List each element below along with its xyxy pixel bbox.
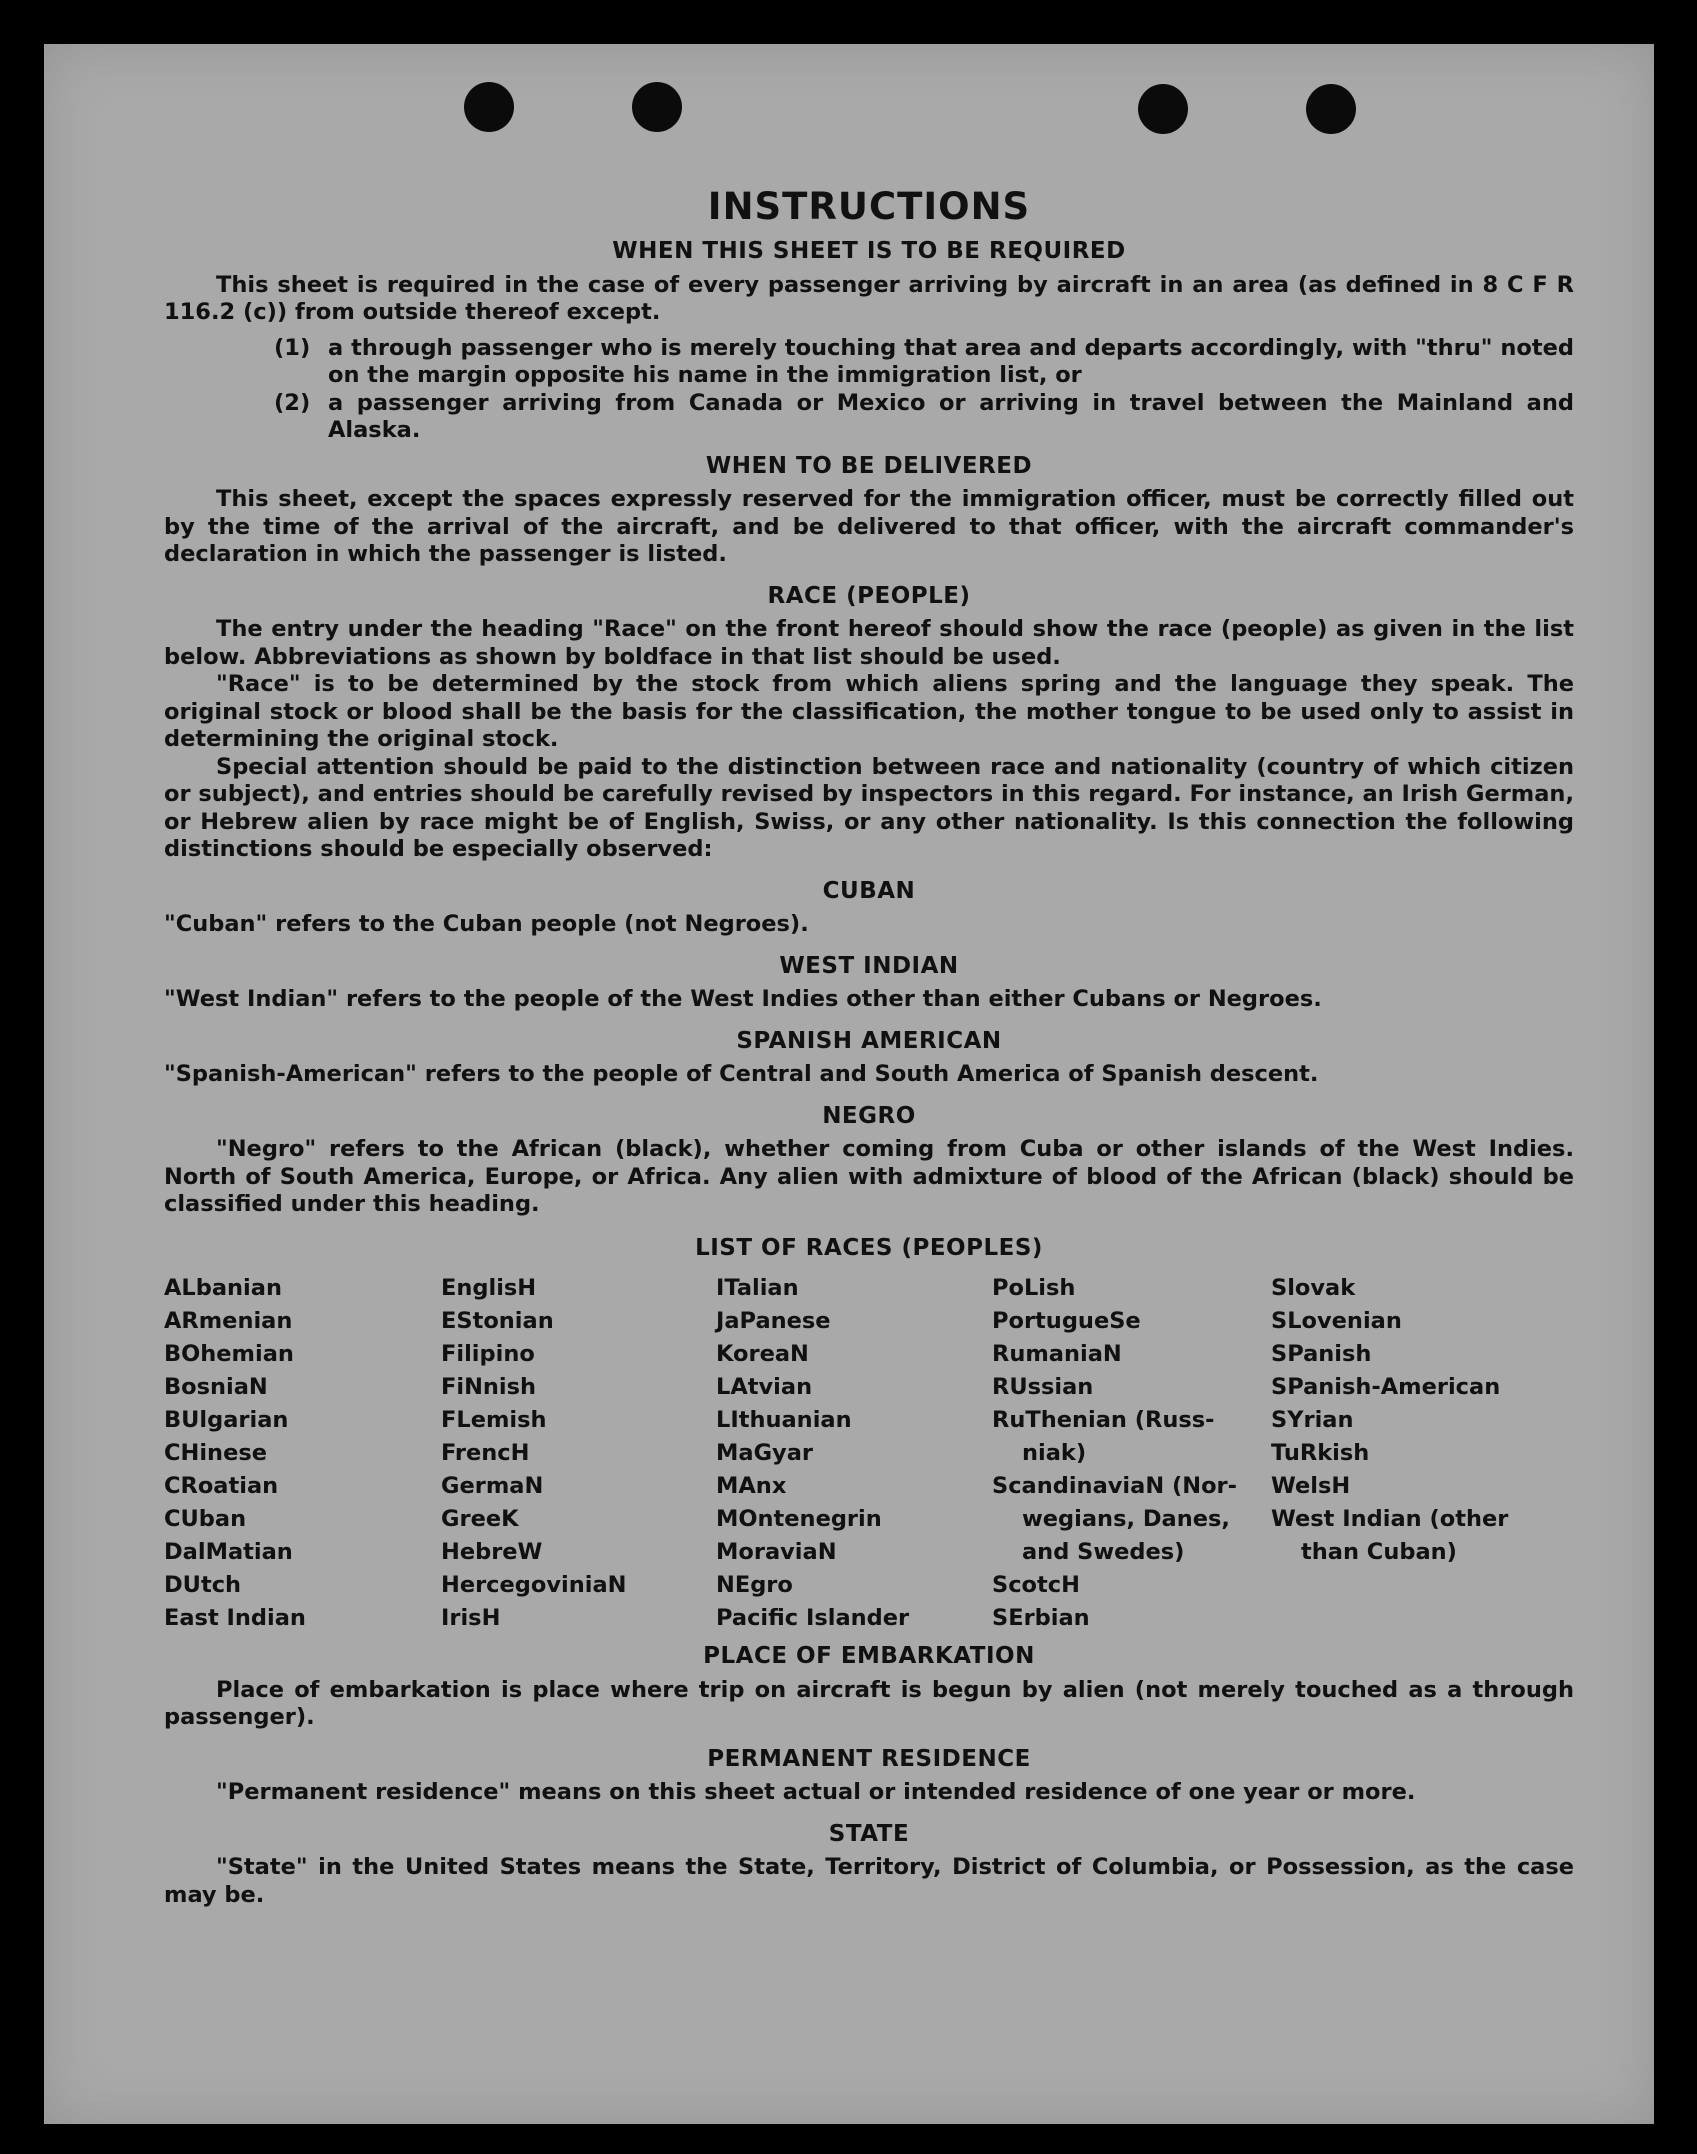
when-delivered-text: This sheet, except the spaces expressly reserved for the immigration officer, must be correctly filled out by the time of the arrival of the aircraft, and be delivered to that officer, with the aircraft commander's declaration in which the passenger is listed. [164, 486, 1574, 567]
heading-residence: PERMANENT RESIDENCE [707, 1745, 1031, 1772]
race-entry: than Cuban) [1301, 1539, 1457, 1565]
race-list [164, 1272, 1574, 1635]
race-entry: ScandinaviaN (Nor- [992, 1473, 1237, 1499]
race-entry: ARmenian [164, 1308, 293, 1334]
race-entry: Pacific Islander [716, 1605, 910, 1631]
heading-when-required: WHEN THIS SHEET IS TO BE REQUIRED [612, 238, 1126, 264]
race-entry: SYrian [1271, 1407, 1354, 1433]
race-entry: FiNnish [441, 1374, 537, 1400]
race-entry: MaGyar [716, 1440, 813, 1466]
race-entry: IrisH [441, 1605, 501, 1631]
race-entry: DalMatian [164, 1539, 293, 1565]
race-entry: EnglisH [441, 1275, 537, 1301]
race-entry: LIthuanian [716, 1407, 852, 1433]
race-entry: ALbanian [164, 1275, 282, 1301]
embarkation-text: Place of embarkation is place where trip on aircraft is begun by alien (not merely touched as a through passenger). [164, 1676, 1574, 1730]
race-entry: HebreW [441, 1539, 543, 1565]
race-column [1271, 1272, 1571, 1635]
race-entry: FLemish [441, 1407, 547, 1433]
race-column [441, 1272, 716, 1635]
race-entry: HercegoviniaN [441, 1572, 627, 1598]
race-entry: PortugueSe [992, 1308, 1141, 1334]
heading-cuban: CUBAN [822, 877, 916, 904]
heading-list-of-races: LIST OF RACES (PEOPLES) [695, 1234, 1043, 1261]
race-entry: and Swedes) [1022, 1539, 1185, 1565]
race-entry: CUban [164, 1506, 247, 1532]
race-entry: WelsH [1271, 1473, 1351, 1499]
race-entry: CRoatian [164, 1473, 279, 1499]
race-entry: East Indian [164, 1605, 306, 1631]
west-indian-text: "West Indian" refers to the people of the West Indies other than either Cubans or Negroes. [164, 986, 1322, 1012]
race-entry: SPanish [1271, 1341, 1372, 1367]
race-entry: MAnx [716, 1473, 787, 1499]
race-entry: JaPanese [716, 1308, 831, 1334]
race-entry: ScotcH [992, 1572, 1080, 1598]
race-paragraph: "Race" is to be determined by the stock from which aliens spring and the language they speak. The original stock or blood shall be the basis for the classification, the mother tongue to be used only to assist in determining the original stock. [164, 671, 1574, 752]
race-entry: West Indian (other [1271, 1506, 1509, 1532]
race-entry: FrencH [441, 1440, 530, 1466]
race-entry: CHinese [164, 1440, 267, 1466]
race-paragraph: Special attention should be paid to the distinction between race and nationality (country of which citizen or subject), and entries should be carefully revised by inspectors in this regard. For instance, an Irish German, or Hebrew alien by race might be of English, Swiss, or any other nationality. Is this connection the following distinctions should be especially observed: [164, 753, 1574, 862]
race-entry: SLovenian [1271, 1308, 1402, 1334]
race-entry: RumaniaN [992, 1341, 1122, 1367]
exception-item: (1) a through passenger who is merely touching that area and departs accordingly, with "thru" noted on the margin opposite his name in the immigration list, or [274, 334, 1574, 388]
punch-hole [464, 82, 514, 132]
heading-when-delivered: WHEN TO BE DELIVERED [705, 452, 1033, 479]
race-entry: wegians, Danes, [1022, 1506, 1230, 1532]
heading-embarkation: PLACE OF EMBARKATION [703, 1643, 1035, 1669]
cuban-text: "Cuban" refers to the Cuban people (not Negroes). [164, 911, 809, 937]
race-entry: LAtvian [716, 1374, 813, 1400]
race-entry: TuRkish [1271, 1440, 1370, 1466]
heading-west-indian: WEST INDIAN [779, 952, 959, 979]
race-entry: RuThenian (Russ- [992, 1407, 1215, 1433]
heading-state: STATE [828, 1820, 910, 1847]
punch-hole [1306, 84, 1356, 134]
heading-spanish-american: SPANISH AMERICAN [736, 1027, 1002, 1054]
race-column [992, 1272, 1271, 1635]
race-entry: BUlgarian [164, 1407, 289, 1433]
race-entry: Slovak [1271, 1275, 1356, 1301]
spanish-american-text: "Spanish-American" refers to the people of Central and South America of Spanish descent. [164, 1061, 1319, 1087]
race-entry: EStonian [441, 1308, 554, 1334]
race-entry: SPanish-American [1271, 1374, 1501, 1400]
when-required-intro: This sheet is required in the case of every passenger arriving by aircraft in an area (as defined in 8 C F R 116.2 (c)) from outside thereof except. [164, 271, 1574, 325]
race-column [164, 1272, 441, 1635]
race-entry: BosniaN [164, 1374, 268, 1400]
race-entry: PoLish [992, 1275, 1076, 1301]
race-entry: RUssian [992, 1374, 1094, 1400]
race-entry: MOntenegrin [716, 1506, 882, 1532]
race-entry: SErbian [992, 1605, 1090, 1631]
race-entry: BOhemian [164, 1341, 294, 1367]
race-entry: Filipino [441, 1341, 535, 1367]
race-entry: NEgro [716, 1572, 793, 1598]
race-entry: ITalian [716, 1275, 799, 1301]
instructions-body [164, 184, 1574, 1917]
negro-text: "Negro" refers to the African (black), whether coming from Cuba or other islands of the West Indies. North of South America, Europe, or Africa. Any alien with admixture of blood of the African (black) should be classified under this heading. [164, 1136, 1574, 1217]
race-column [716, 1272, 992, 1635]
punch-hole [1138, 84, 1188, 134]
race-paragraph: The entry under the heading "Race" on the front hereof should show the race (people) as given in the list below. Abbreviations as shown by boldface in that list should be used. [164, 616, 1574, 670]
state-text: "State" in the United States means the State, Territory, District of Columbia, or Possession, as the case may be. [164, 1854, 1574, 1908]
race-entry: GreeK [441, 1506, 519, 1532]
race-entry: MoraviaN [716, 1539, 837, 1565]
race-entry: niak) [1022, 1440, 1087, 1466]
race-entry: KoreaN [716, 1341, 809, 1367]
race-entry: DUtch [164, 1572, 242, 1598]
residence-text: "Permanent residence" means on this sheet actual or intended residence of one year or more. [216, 1779, 1416, 1805]
heading-negro: NEGRO [822, 1102, 916, 1129]
punch-hole [632, 82, 682, 132]
race-entry: GermaN [441, 1473, 544, 1499]
page-title: INSTRUCTIONS [707, 185, 1031, 228]
heading-race: RACE (PEOPLE) [767, 582, 971, 609]
exception-item: (2) a passenger arriving from Canada or Mexico or arriving in travel between the Mainland and Alaska. [274, 389, 1574, 443]
document-page [44, 44, 1654, 2124]
